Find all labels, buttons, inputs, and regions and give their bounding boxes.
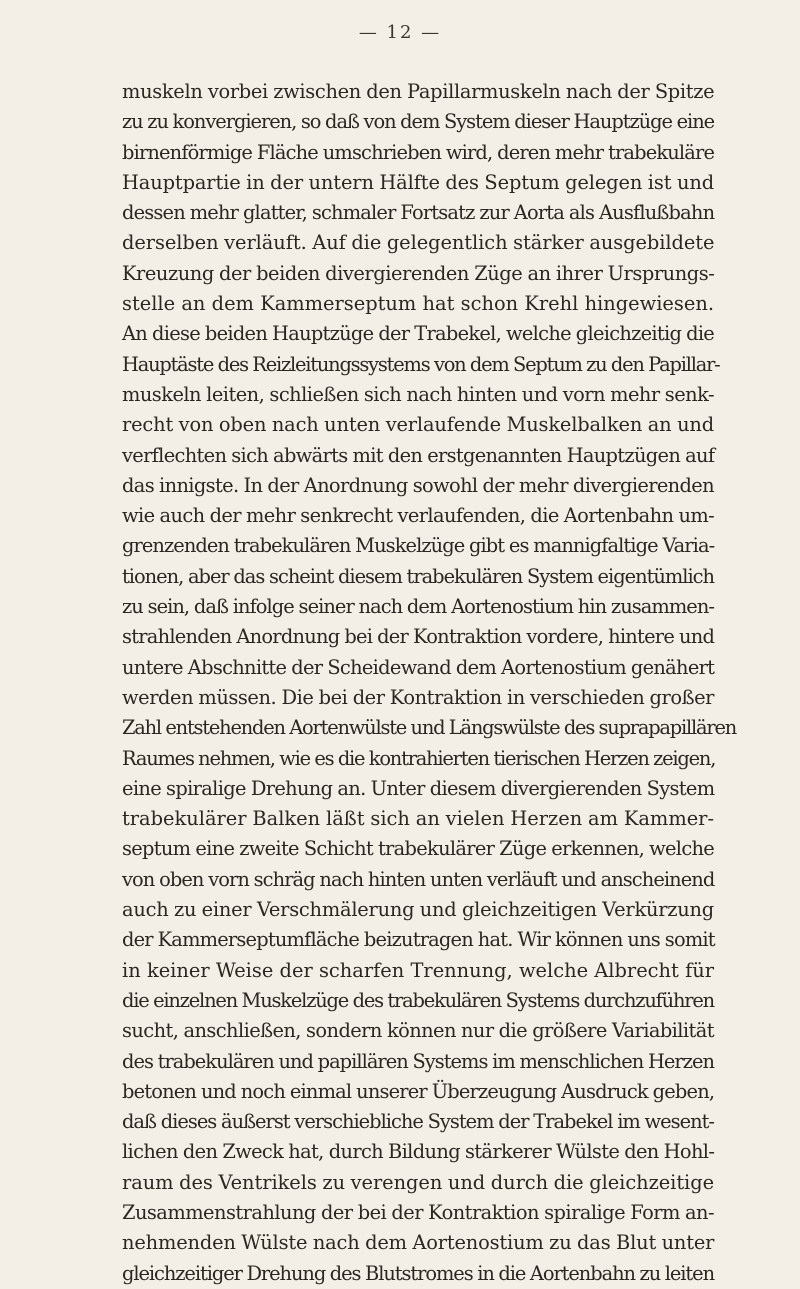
text-line: septum eine zweite Schicht trabekulärer Züge erkennen, welche <box>122 837 715 861</box>
text-line: gleichzeitiger Drehung des Blutstromes in die Aortenbahn zu leiten <box>122 1261 715 1285</box>
text-line: tionen, aber das scheint diesem trabekulären System eigentümlich <box>122 564 714 588</box>
page-body-text <box>122 77 737 1289</box>
text-line: wie auch der mehr senkrecht verlaufenden, die Aortenbahn um- <box>122 504 715 528</box>
text-line: birnenförmige Fläche umschrieben wird, deren mehr trabekuläre <box>122 140 715 164</box>
page-number: — 12 — <box>358 22 442 43</box>
text-line: trabekulärer Balken läßt sich an vielen Herzen am Kammer- <box>122 807 714 831</box>
text-line: in keiner Weise der scharfen Trennung, welche Albrecht für <box>122 958 714 982</box>
text-line: untere Abschnitte der Scheidewand dem Aortenostium genähert <box>122 655 715 679</box>
text-line: der Kammerseptumfläche beizutragen hat. Wir können uns somit <box>122 928 715 952</box>
text-line: Raumes nehmen, wie es die kontrahierten tierischen Herzen zeigen, <box>122 746 716 770</box>
text-line: Hauptpartie in der untern Hälfte des Septum gelegen ist und <box>122 170 714 194</box>
text-line: von oben vorn schräg nach hinten unten verläuft und anscheinend <box>122 867 715 891</box>
text-line: dessen mehr glatter, schmaler Fortsatz zur Aorta als Ausflußbahn <box>122 201 715 225</box>
text-line: das innigste. In der Anordnung sowohl der mehr divergierenden <box>122 473 714 497</box>
text-line: derselben verläuft. Auf die gelegentlich stärker ausgebildete <box>122 231 715 255</box>
text-line: recht von oben nach unten verlaufende Muskelbalken an und <box>122 413 714 437</box>
text-line: stelle an dem Kammerseptum hat schon Krehl hingewiesen. <box>122 292 714 316</box>
text-line: zu sein, daß infolge seiner nach dem Aortenostium hin zusammen- <box>122 595 714 619</box>
text-line: betonen und noch einmal unserer Überzeugung Ausdruck geben, <box>122 1079 715 1103</box>
text-line: werden müssen. Die bei der Kontraktion in verschieden großer <box>122 685 714 709</box>
text-line: muskeln vorbei zwischen den Papillarmuskeln nach der Spitze <box>122 80 715 103</box>
text-line: An diese beiden Hauptzüge der Trabekel, welche gleichzeitig die <box>122 322 715 346</box>
text-line: strahlenden Anordnung bei der Kontraktion vordere, hintere und <box>122 625 715 649</box>
text-line: Hauptäste des Reizleitungssystems von dem Septum zu den Papillar- <box>122 352 720 376</box>
text-line: eine spiralige Drehung an. Unter diesem divergierenden System <box>122 776 715 800</box>
text-line: die einzelnen Muskelzüge des trabekulären Systems durchzuführen <box>122 988 714 1012</box>
text-line: des trabekulären und papillären Systems im menschlichen Herzen <box>122 1049 714 1073</box>
text-line: Zahl entstehenden Aortenwülste und Längswülste des suprapapillären <box>122 716 737 740</box>
text-line: grenzenden trabekulären Muskelzüge gibt es mannigfaltige Varia- <box>122 534 715 558</box>
text-line: lichen den Zweck hat, durch Bildung stärkerer Wülste den Hohl- <box>122 1140 715 1164</box>
text-line: daß dieses äußerst verschiebliche System der Trabekel im wesent- <box>122 1110 714 1134</box>
text-line: raum des Ventrikels zu verengen und durch die gleichzeitige <box>122 1170 714 1194</box>
text-line: verflechten sich abwärts mit den erstgenannten Hauptzügen auf <box>122 443 715 467</box>
text-line: Zusammenstrahlung der bei der Kontraktion spiralige Form an- <box>122 1200 714 1224</box>
text-line: auch zu einer Verschmälerung und gleichzeitigen Verkürzung <box>122 898 714 922</box>
text-line: Kreuzung der beiden divergierenden Züge an ihrer Ursprungs- <box>122 261 715 285</box>
text-line: zu zu konvergieren, so daß von dem System dieser Hauptzüge eine <box>122 110 715 134</box>
text-line: nehmenden Wülste nach dem Aortenostium zu das Blut unter <box>122 1231 715 1255</box>
text-line: muskeln leiten, schließen sich nach hinten und vorn mehr senk- <box>122 382 714 406</box>
text-line: sucht, anschließen, sondern können nur die größere Variabilität <box>122 1019 714 1043</box>
